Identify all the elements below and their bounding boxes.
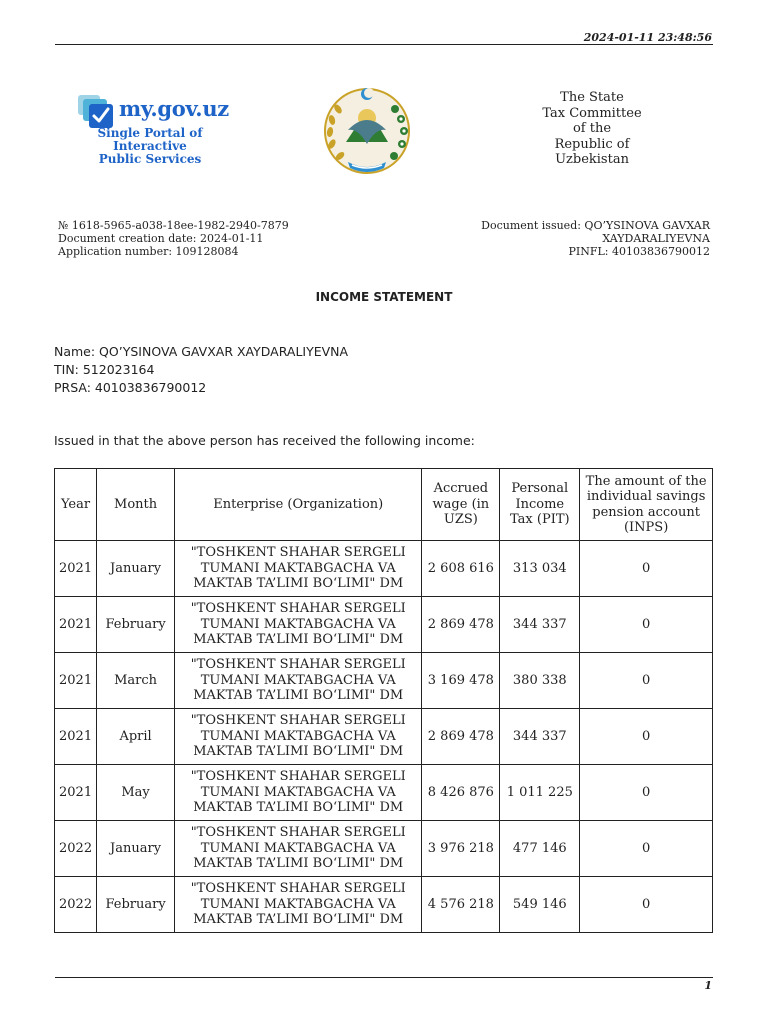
cell-year: 2021 [55, 597, 97, 653]
authority-line: Tax Committee [542, 105, 642, 121]
authority-line: of the [572, 121, 612, 136]
enterprise-line: MAKTAB TA’LIMI BO‘LIMI" DM [193, 688, 404, 704]
enterprise-line: TUMANI MAKTABGACHA VA [200, 784, 396, 800]
cell-pit: 1 011 225 [500, 765, 580, 821]
table-row [55, 821, 713, 877]
document-creation-date: Document creation date: 2024-01-11 [58, 232, 264, 245]
header-line: Accrued [433, 481, 489, 497]
enterprise-line: "TOSHKENT SHAHAR SERGELI [190, 881, 406, 897]
header-line: The amount of the [585, 473, 707, 489]
logo-tagline [74, 127, 226, 166]
enterprise-line: MAKTAB TA’LIMI BO‘LIMI" DM [193, 632, 404, 648]
cell-wage: 2 869 478 [422, 709, 500, 765]
person-info [54, 343, 348, 397]
bottom-divider [55, 977, 713, 978]
income-table [54, 468, 713, 933]
logo-tagline-line: Public Services [98, 152, 202, 166]
header-wage [422, 469, 500, 541]
cell-month: January [97, 541, 175, 597]
cell-inps: 0 [580, 821, 713, 877]
table-row [55, 541, 713, 597]
issued-to-line: XAYDARALIYEVNA [602, 232, 710, 245]
header-pit [500, 469, 580, 541]
cell-pit: 549 146 [500, 877, 580, 933]
cell-enterprise [175, 709, 422, 765]
header-line: Personal [511, 481, 569, 497]
cell-wage: 4 576 218 [422, 877, 500, 933]
authority-line: Republic of [554, 136, 630, 152]
table-row [55, 597, 713, 653]
cell-year: 2021 [55, 709, 97, 765]
enterprise-line: MAKTAB TA’LIMI BO‘LIMI" DM [193, 912, 404, 928]
table-row [55, 653, 713, 709]
cell-enterprise [175, 597, 422, 653]
issued-to-line: Document issued: QO’YSINOVA GAVXAR [481, 219, 710, 232]
enterprise-line: TUMANI MAKTABGACHA VA [200, 560, 396, 576]
header-line: pension account [592, 504, 700, 520]
enterprise-line: "TOSHKENT SHAHAR SERGELI [190, 769, 406, 785]
table-row [55, 877, 713, 933]
cell-wage: 2 869 478 [422, 597, 500, 653]
enterprise-line: TUMANI MAKTABGACHA VA [200, 840, 396, 856]
cell-month: January [97, 821, 175, 877]
cell-inps: 0 [580, 597, 713, 653]
enterprise-line: TUMANI MAKTABGACHA VA [200, 728, 396, 744]
pinfl: PINFL: 40103836790012 [568, 245, 710, 258]
enterprise-line: TUMANI MAKTABGACHA VA [200, 672, 396, 688]
cell-enterprise [175, 765, 422, 821]
cell-month: May [97, 765, 175, 821]
table-header-row [55, 469, 713, 541]
enterprise-line: TUMANI MAKTABGACHA VA [200, 896, 396, 912]
enterprise-line: TUMANI MAKTABGACHA VA [200, 616, 396, 632]
table-row [55, 709, 713, 765]
header-line: Tax (PIT) [510, 512, 570, 528]
header-line: (INPS) [623, 520, 669, 535]
page-number: 1 [704, 979, 712, 992]
logo-domain: my.gov.uz [119, 96, 229, 121]
enterprise-line: "TOSHKENT SHAHAR SERGELI [190, 657, 406, 673]
enterprise-line: MAKTAB TA’LIMI BO‘LIMI" DM [193, 856, 404, 872]
enterprise-line: "TOSHKENT SHAHAR SERGELI [190, 545, 406, 561]
header-enterprise: Enterprise (Organization) [175, 469, 422, 541]
enterprise-line: MAKTAB TA’LIMI BO‘LIMI" DM [193, 744, 404, 760]
cell-inps: 0 [580, 765, 713, 821]
cell-wage: 8 426 876 [422, 765, 500, 821]
cell-enterprise [175, 877, 422, 933]
header-month: Month [97, 469, 175, 541]
enterprise-line: "TOSHKENT SHAHAR SERGELI [190, 713, 406, 729]
cell-month: April [97, 709, 175, 765]
cell-inps: 0 [580, 653, 713, 709]
cell-pit: 344 337 [500, 709, 580, 765]
cell-wage: 3 169 478 [422, 653, 500, 709]
cell-year: 2021 [55, 541, 97, 597]
enterprise-line: MAKTAB TA’LIMI BO‘LIMI" DM [193, 576, 404, 592]
application-number: Application number: 109128084 [58, 245, 239, 258]
cell-enterprise [175, 653, 422, 709]
document-number: № 1618-5965-a038-18ee-1982-2940-7879 [58, 219, 289, 232]
top-divider [55, 44, 713, 45]
header-line: wage (in [432, 496, 490, 512]
document-meta-left [58, 219, 289, 258]
cell-year: 2021 [55, 653, 97, 709]
authority-line: Uzbekistan [555, 152, 629, 167]
header-line: Income [515, 496, 565, 512]
person-tin: TIN: 512023164 [54, 362, 155, 377]
cell-pit: 344 337 [500, 597, 580, 653]
document-title: INCOME STATEMENT [315, 290, 453, 304]
cell-enterprise [175, 821, 422, 877]
cell-month: March [97, 653, 175, 709]
enterprise-line: "TOSHKENT SHAHAR SERGELI [190, 825, 406, 841]
cell-year: 2021 [55, 765, 97, 821]
intro-text: Issued in that the above person has received the following income: [54, 433, 475, 448]
cell-wage: 2 608 616 [422, 541, 500, 597]
cell-pit: 313 034 [500, 541, 580, 597]
check-badge-icon [77, 94, 115, 130]
header-inps [580, 469, 713, 541]
cell-enterprise [175, 541, 422, 597]
cell-inps: 0 [580, 877, 713, 933]
cell-pit: 477 146 [500, 821, 580, 877]
cell-inps: 0 [580, 541, 713, 597]
person-name: Name: QO’YSINOVA GAVXAR XAYDARALIYEVNA [54, 344, 349, 359]
document-timestamp: 2024-01-11 23:48:56 [583, 31, 712, 44]
cell-year: 2022 [55, 877, 97, 933]
cell-month: February [97, 597, 175, 653]
document-meta-right [481, 219, 710, 258]
header-year: Year [55, 469, 97, 541]
cell-year: 2022 [55, 821, 97, 877]
authority-line: The State [560, 90, 624, 105]
header-line: individual savings [586, 489, 706, 504]
state-emblem-icon [318, 84, 416, 176]
cell-pit: 380 338 [500, 653, 580, 709]
cell-inps: 0 [580, 709, 713, 765]
enterprise-line: MAKTAB TA’LIMI BO‘LIMI" DM [193, 800, 404, 816]
issuing-authority [522, 90, 662, 168]
logo-tagline-line: Interactive [113, 139, 187, 153]
table-row [55, 765, 713, 821]
logo-tagline-line: Single Portal of [97, 126, 203, 140]
cell-wage: 3 976 218 [422, 821, 500, 877]
person-prsa: PRSA: 40103836790012 [54, 380, 207, 395]
cell-month: February [97, 877, 175, 933]
header-line: UZS) [443, 512, 478, 528]
enterprise-line: "TOSHKENT SHAHAR SERGELI [190, 601, 406, 617]
